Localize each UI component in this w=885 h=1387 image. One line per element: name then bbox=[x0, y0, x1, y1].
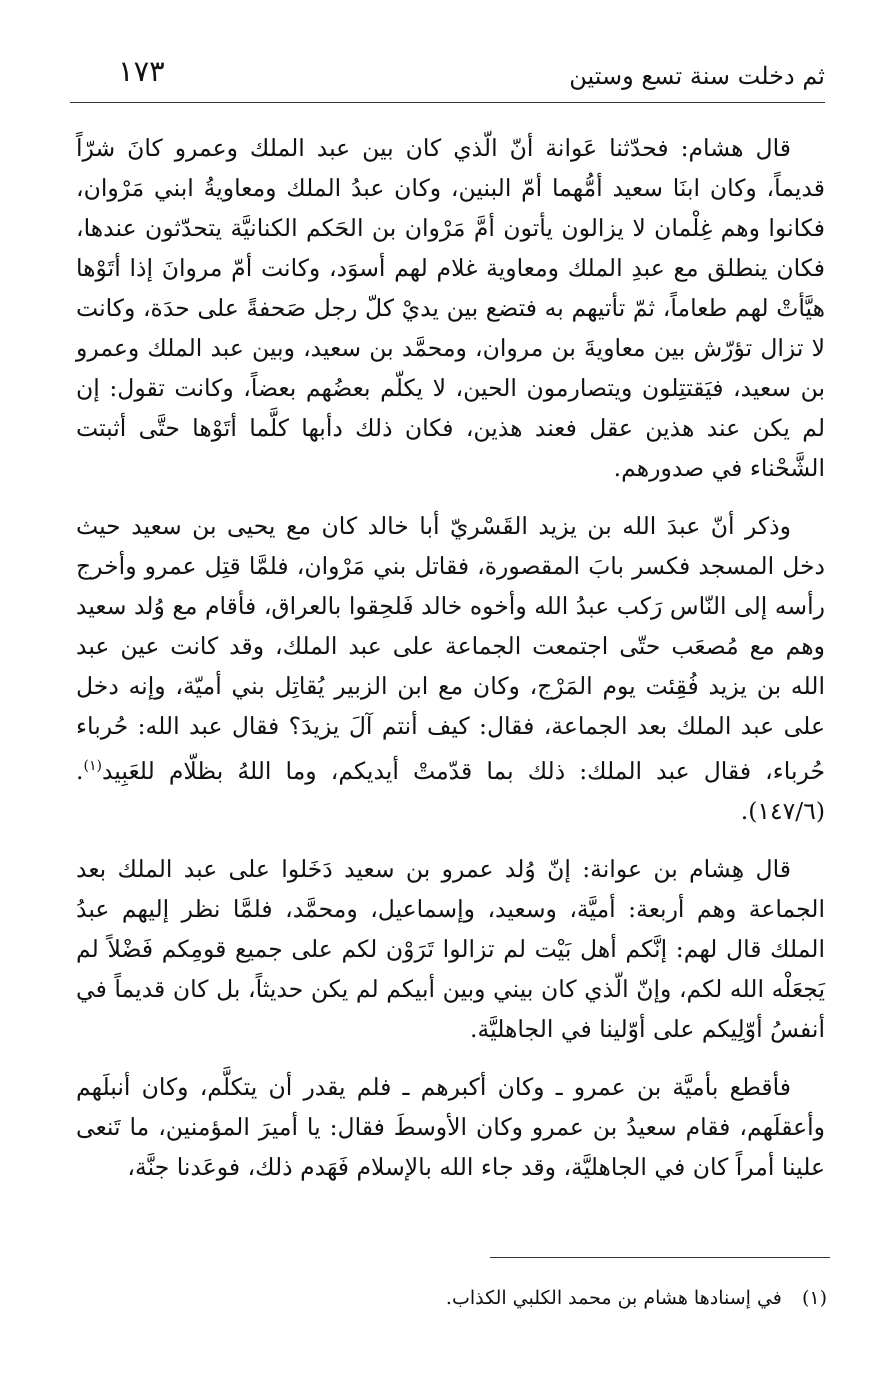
footnote bbox=[300, 1287, 827, 1309]
running-title: ثم دخلت سنة تسع وستين bbox=[569, 62, 825, 90]
footnote-reference: (١) bbox=[83, 758, 102, 774]
footnote-text: في إسنادها هشام بن محمد الكلبي الكذاب. bbox=[445, 1287, 782, 1309]
footnote-mark: (١) bbox=[801, 1287, 827, 1309]
paragraph-1: قال هشام: فحدّثنا عَوانة أنّ الّذي كان بين عبد الملك وعمرو كانَ شرّاً قديماً، وكان ابنَا سعيد أمُّهما أمّ البنين، وكان عبدُ الملك ومعاويةُ ابني مَرْوان، فكانوا وهم غِلْمان لا يزالون يأتون أمَّ مَرْوان بن الحَكم الكنانيَّة يتحدّثون عندها، فكان ينطلق مع عبدِ الملك ومعاوية غلام لهم أسوَد، وكانت أمّ مروانَ إذا أتَوْها هيَّأتْ لهم طعاماً، ثمّ تأتيهم به فتضع بين يديْ كلّ رجل صَحفةً على حدَة، وكانت لا تزال تؤرّش بين معاويةَ بن مروان، ومحمَّد بن سعيد، وبين عبد الملك وعمرو بن سعيد، فيَقتتِلون ويتصارمون الحين، لا يكلّم بعضُهم بعضاً، وكانت تقول: إن لم يكن عند هذين عقل فعند هذين، فكان ذلك دأبها كلَّما أتَوْها حتَّى أثبتت الشَّحْناء في صدورهم. bbox=[76, 134, 825, 482]
header-divider bbox=[70, 102, 825, 103]
paragraph-3: قال هِشام بن عوانة: إنّ وُلد عمرو بن سعيد دَخَلوا على عبد الملك بعد الجماعة وهم أربعة: أميَّة، وسعيد، وإسماعيل، ومحمَّد، فلمَّا نظر إليهم عبدُ الملك قال لهم: إنَّكم أهل بَيْت لم تزالوا تَرَوْن لكم على جميع قومِكم فَضْلاً لم يَجعَلْه الله لكم، وإنّ الّذي كان بيني وبين أبيكم لم يكن حديثاً، بل كان قديماً في أنفسُ أوّلِيكم على أوّلينا في الجاهليَّة. bbox=[76, 854, 825, 1043]
paragraph-2-citation: . (١٤٧/٦). bbox=[76, 756, 825, 825]
paragraph-2 bbox=[76, 506, 825, 831]
page-number: ١٧٣ bbox=[118, 54, 165, 88]
body-text bbox=[76, 128, 825, 1205]
footnote-divider bbox=[490, 1257, 830, 1258]
paragraph-4: فأقطع بأميَّة بن عمرو ـ وكان أكبرهم ـ فلم يقدر أن يتكلَّم، وكان أنبلَهم وأعقلَهم، فقام سعيدُ بن عمرو وكان الأوسطَ فقال: يا أميرَ المؤمنين، ما تَنعى علينا أمراً كان في الجاهليَّة، وقد جاء الله بالإسلام فَهَدم ذلك، فوعَدنا جنَّة، bbox=[76, 1072, 825, 1181]
paragraph-2-text: وذكر أنّ عبدَ الله بن يزيد القَسْريّ أبا خالد كان مع يحيى بن سعيد حيث دخل المسجد فكسر بابَ المقصورة، فقاتل بني مَرْوان، فلمَّا قتِل عمرو وأخرج رأسه إلى النّاس رَكب عبدُ الله وأخوه خالد فَلحِقوا بالعراق، فأقام مع وُلد سعيد وهم مع مُصعَب حتّى اجتمعت الجماعة على عبد الملك، وقد كانت عين عبد الله بن يزيد فُقِئت يوم المَرْج، وكان مع ابن الزبير يُقاتِل بني أميّة، وإنه دخل على عبد الملك بعد الجماعة، فقال: كيف أنتم آلَ يزيدَ؟ فقال عبد الله: حُرباء حُرباء، فقال عبد الملك: ذلك بما قدّمتْ أيديكم، وما اللهُ بظلّام للعَبِيد bbox=[76, 512, 826, 785]
page-header bbox=[70, 50, 825, 98]
